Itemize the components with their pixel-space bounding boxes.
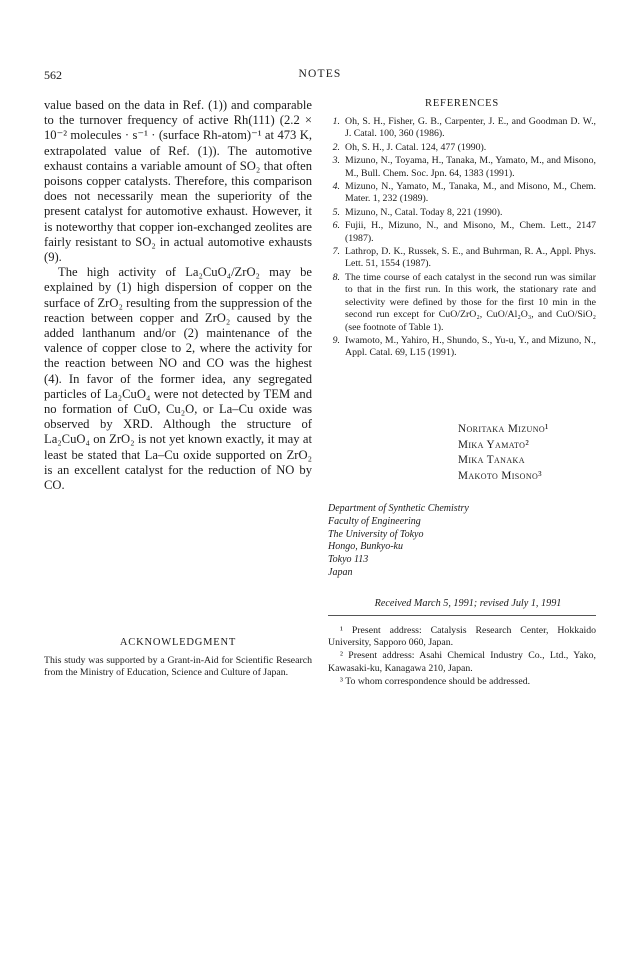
reference-text: Fujii, H., Mizuno, N., and Misono, M., Chem. Lett., 2147 (1987).	[345, 220, 596, 244]
reference-number: 5.	[332, 206, 340, 218]
reference-text: Oh, S. H., J. Catal. 124, 477 (1990).	[345, 141, 487, 153]
references-section	[328, 98, 596, 361]
reference-text: Iwamoto, M., Yahiro, H., Shundo, S., Yu-u, Y., and Mizuno, N., Appl. Catal. 69, L15 (1991).	[345, 334, 596, 359]
author-name: Makoto Misono³	[458, 469, 542, 482]
affiliation-line: Tokyo 113	[328, 554, 369, 566]
reference-text: Mizuno, N., Catal. Today 8, 221 (1990).	[345, 206, 503, 218]
affiliation-block	[328, 503, 596, 580]
reference-number: 3.	[332, 155, 340, 167]
reference-item	[328, 207, 596, 219]
running-title: NOTES	[298, 68, 342, 80]
reference-text: The time course of each catalyst in the second run was similar to that in the first run. In this work, the stationary rate and selectivity were defined by those for the first 10 min in the second run except for CuO/ZrO₂, CuO/Al₂O₃, and CuO/SiO₂ (see footnote of Table 1).	[345, 271, 596, 333]
author-list	[458, 422, 608, 484]
acknowledgment-text: This study was supported by a Grant-in-Aid for Scientific Research from the Ministry of Education, Science and Culture of Japan.	[44, 655, 312, 679]
reference-text: Mizuno, N., Toyama, H., Tanaka, M., Yamato, M., and Misono, M., Bull. Chem. Soc. Jpn. 64, 1383 (1991).	[345, 155, 596, 179]
reference-item	[328, 335, 596, 360]
references-list	[328, 116, 596, 360]
left-column-body	[44, 98, 312, 493]
reference-number: 1.	[332, 116, 340, 127]
reference-item	[328, 272, 596, 334]
reference-number: 6.	[332, 220, 340, 232]
reference-number: 7.	[332, 246, 340, 258]
footnote: ¹ Present address: Catalysis Research Center, Hokkaido University, Sapporo 060, Japan.	[328, 625, 596, 649]
affiliation-line: Faculty of Engineering	[328, 515, 421, 527]
reference-item	[328, 181, 596, 206]
body-paragraph-1: value based on the data in Ref. (1)) and comparable to the turnover frequency of active Rh(111) (2.2 × 10⁻² molecules · s⁻¹ · (surface Rh-atom)⁻¹ at 473 K, extrapolated value of Ref. (1)). The automotive exhaust contains a variable amount of SO₂ that often poisons copper catalysts. Therefore, this comparison does not necessarily mean the superiority of the present catalyst for automotive exhaust. However, it is noteworthy that copper ion-exchanged zeolites are fairly resistant to SO₂ in actual automotive exhausts (9).	[44, 98, 312, 265]
reference-item	[328, 246, 596, 271]
body-paragraph-2: The high activity of La₂CuO₄/ZrO₂ may be explained by (1) high dispersion of copper on the surface of ZrO₂ resulting from the suppression of the reaction between copper and ZrO₂ caused by the added lanthanum and/or (2) maintenance of the valence of copper close to 2, where the activity for the reaction between NO and CO was the highest (4). In favor of the former idea, any segregated particles of La₂CuO₄ were not detected by TEM and no formation of CuO, Cu₂O, or La–Cu oxide was observed by XRD. Although the structure of La₂CuO₄ on ZrO₂ is not yet known exactly, it may at least be stated that La–Cu oxide supported on ZrO₂ is an excellent catalyst for the reduction of NO by CO.	[44, 265, 312, 493]
affiliation-line: The University of Tokyo	[328, 528, 424, 540]
author-name: Noritaka Mizuno¹	[458, 423, 549, 435]
footnote: ³ To whom correspondence should be addressed.	[340, 675, 531, 687]
affiliation-line: Japan	[328, 566, 353, 578]
reference-number: 4.	[332, 181, 340, 193]
acknowledgment-heading: ACKNOWLEDGMENT	[119, 637, 237, 648]
reference-item	[328, 155, 596, 180]
reference-item	[328, 220, 596, 245]
reference-number: 8.	[332, 271, 340, 283]
received-date: Received March 5, 1991; revised July 1, 1991	[374, 598, 562, 609]
footnote-divider	[328, 615, 596, 616]
reference-text: Lathrop, D. K., Russek, S. E., and Buhrman, R. A., Appl. Phys. Lett. 51, 1554 (1987).	[345, 246, 596, 270]
reference-text: Mizuno, N., Yamato, M., Tanaka, M., and Misono, M., Chem. Mater. 1, 232 (1989).	[345, 181, 596, 205]
reference-number: 9.	[332, 334, 340, 346]
footnote: ² Present address: Asahi Chemical Industry Co., Ltd., Yako, Kawasaki-ku, Kanagawa 210, Japan.	[328, 650, 596, 674]
references-heading: REFERENCES	[425, 98, 499, 109]
reference-number: 2.	[332, 141, 340, 153]
affiliation-line: Hongo, Bunkyo-ku	[328, 541, 403, 553]
author-name: Mika Tanaka	[458, 454, 525, 466]
reference-item	[328, 116, 596, 141]
page-number: 562	[44, 68, 62, 82]
reference-text: Oh, S. H., Fisher, G. B., Carpenter, J. E., and Goodman D. W., J. Catal. 100, 360 (1986).	[345, 116, 596, 140]
footnotes	[328, 625, 596, 689]
affiliation-line: Department of Synthetic Chemistry	[328, 503, 469, 514]
reference-item	[328, 142, 596, 154]
author-name: Mika Yamato²	[458, 438, 530, 451]
page-header	[44, 68, 596, 84]
